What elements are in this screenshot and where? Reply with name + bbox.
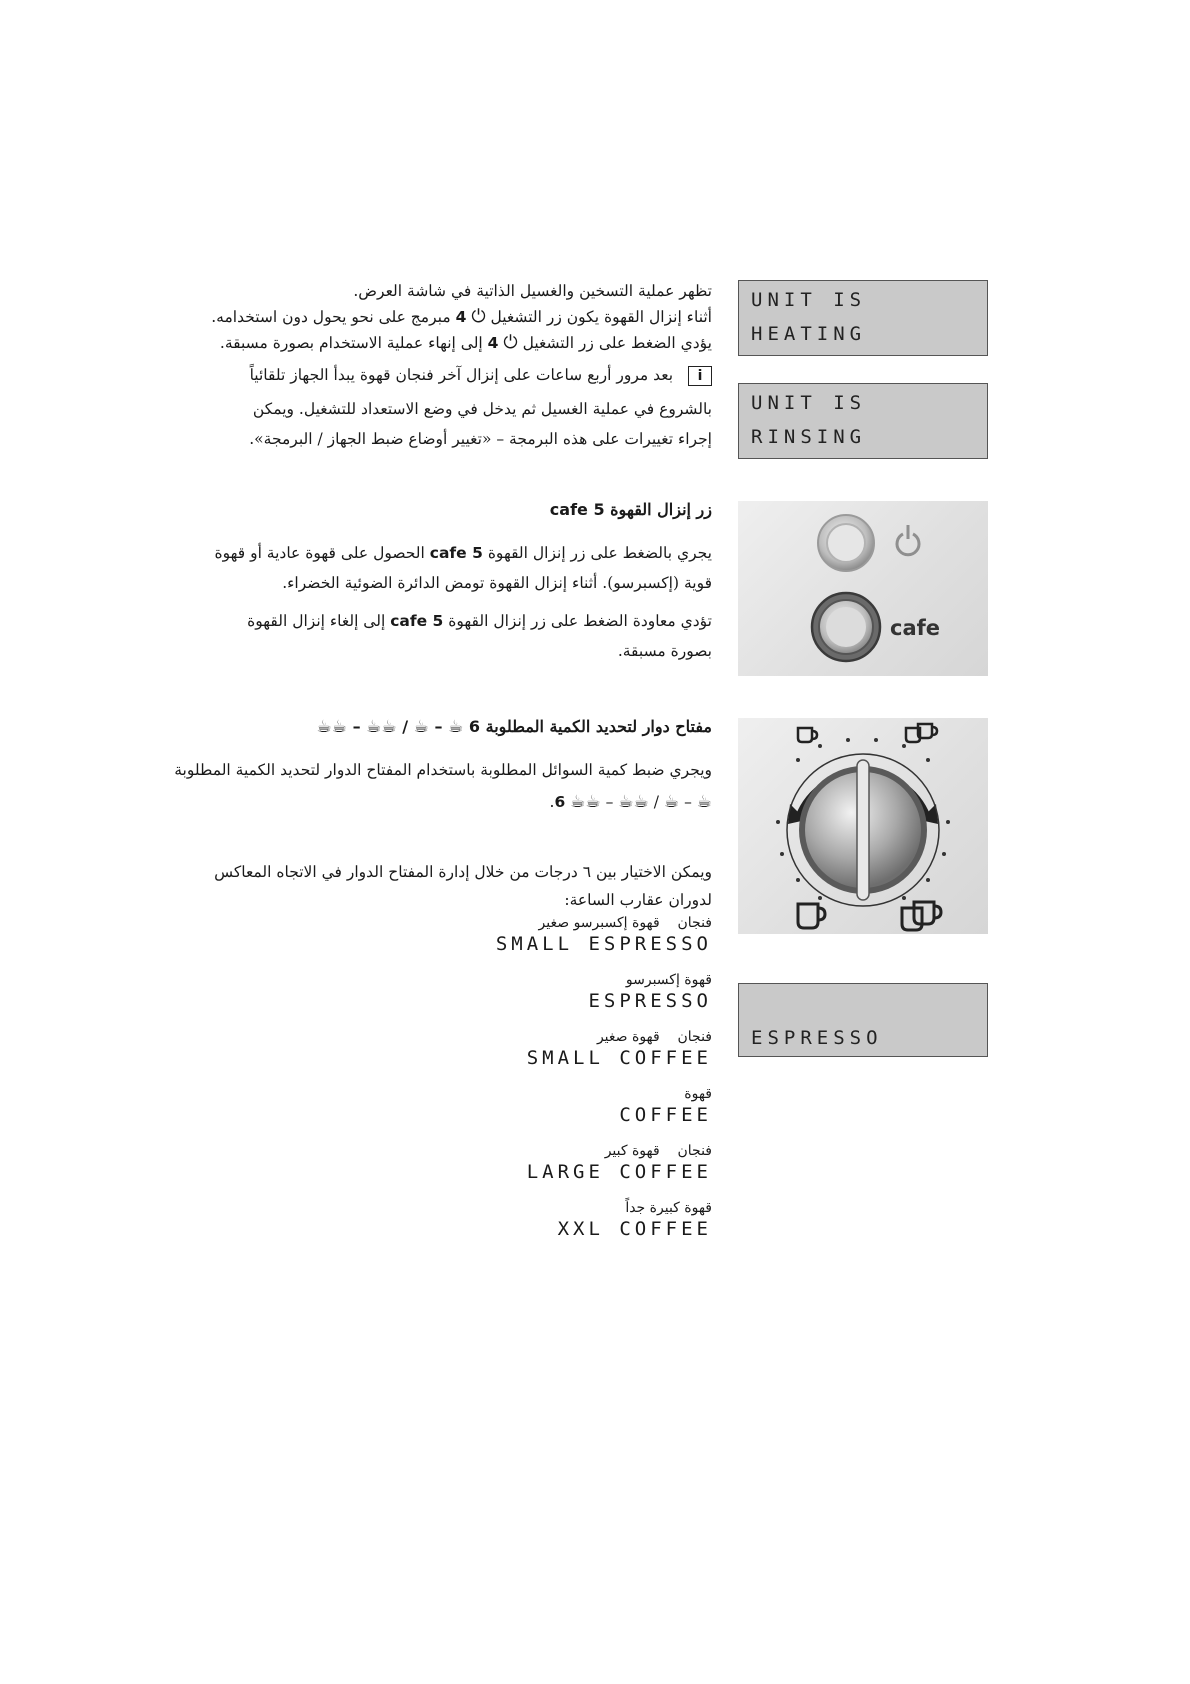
lcd-display-espresso xyxy=(738,983,988,1057)
cup-double-small-icon: ☕☕ xyxy=(316,717,348,737)
cup-icon: ☕ xyxy=(663,792,680,812)
cup-small-icon xyxy=(798,728,817,742)
option-item: فنجان قهوة صغير SMALL COFFEE xyxy=(526,1029,712,1069)
lcd-display-rinsing xyxy=(738,383,988,459)
cup-double-icon: ☕☕ xyxy=(366,717,397,737)
lcd-line: RINSING xyxy=(751,426,867,448)
dial-panel xyxy=(738,718,988,934)
power-icon xyxy=(897,525,919,555)
cup-double-small-icon xyxy=(906,724,937,742)
intro-line-1: تظهر عملية التسخين والغسيل الذاتية في شاشة العرض. xyxy=(353,282,712,300)
cafe-button-label: cafe xyxy=(890,616,940,640)
cafe-section-title: زر إنزال القهوة 5 cafe xyxy=(549,500,712,519)
cup-double-icon: ☕☕ xyxy=(618,792,649,812)
cup-small-icon: ☕ xyxy=(448,717,464,737)
lcd-line: HEATING xyxy=(751,323,867,345)
info-icon: i xyxy=(688,366,712,386)
lcd-line: UNIT IS xyxy=(751,289,867,311)
option-item: فنجان قهوة كبير LARGE COFFEE xyxy=(526,1143,712,1183)
option-item: قهوة إكسبرسو ESPRESSO xyxy=(588,972,712,1012)
cup-double-small-icon: ☕☕ xyxy=(570,792,601,812)
lcd-line: UNIT IS xyxy=(751,392,867,414)
intro-block xyxy=(152,278,712,452)
cafe-button[interactable] xyxy=(812,593,880,661)
info-line-1: i بعد مرور أربع ساعات على إنزال آخر فنجان قهوة يبدأ الجهاز تلقائياً xyxy=(152,362,712,388)
cafe-section-body: يجري بالضغط على زر إنزال القهوة 5 cafe الحصول على قهوة عادية أو قهوة قوية (إكسبرسو). أثناء إنزال القهوة تومض الدائرة الضوئية الخضراء. تؤدي معاودة الضغط على زر إنزال القهوة 5 cafe إلى إلغاء إنزال القهوة بصورة مسبقة. xyxy=(214,544,712,660)
cup-icon xyxy=(798,904,825,928)
power-icon: ⏻ xyxy=(503,332,518,353)
dial-illustration xyxy=(738,718,988,934)
lcd-line: ESPRESSO xyxy=(751,1027,883,1049)
intro-line-2: أثناء إنزال القهوة يكون زر التشغيل ⏻ 4 مبرمج على نحو يحول دون استخدامه. xyxy=(211,306,712,327)
option-item: قهوة كبيرة جداً XXL COFFEE xyxy=(557,1200,712,1240)
options-list xyxy=(312,915,712,1257)
cafe-panel-illustration xyxy=(738,501,988,676)
info-line-3: إجراء تغييرات على هذه البرمجة – «تغيير أوضاع ضبط الجهاز / البرمجة». xyxy=(249,430,712,448)
quantity-dial[interactable] xyxy=(799,760,927,900)
option-item: قهوة COFFEE xyxy=(619,1086,712,1126)
option-item: فنجان قهوة إكسبرسو صغير SMALL ESPRESSO xyxy=(495,915,712,955)
dial-section-title: مفتاح دوار لتحديد الكمية المطلوبة 6 ☕ – ☕ / ☕☕ – ☕☕ xyxy=(316,717,712,737)
cafe-button-panel xyxy=(738,501,988,676)
cup-double-icon xyxy=(902,902,941,930)
intro-line-3: يؤدي الضغط على زر التشغيل ⏻ 4 إلى إنهاء عملية الاستخدام بصورة مسبقة. xyxy=(219,332,712,353)
dial-section-body: ويجري ضبط كمية السوائل المطلوبة باستخدام المفتاح الدوار لتحديد الكمية المطلوبة ☕ – ☕ / ☕☕ – ☕☕ 6. ويمكن الاختيار بين ٦ درجات من خلال إدارة المفتاح الدوار في الاتجاه المعاكس لدوران عقارب الساعة: xyxy=(174,761,712,909)
cup-icon: ☕ xyxy=(413,717,429,737)
power-icon: ⏻ xyxy=(471,306,486,327)
cup-small-icon: ☕ xyxy=(696,792,712,812)
info-line-2: بالشروع في عملية الغسيل ثم يدخل في وضع الاستعداد للتشغيل. ويمكن xyxy=(252,400,712,418)
power-button[interactable] xyxy=(818,515,874,571)
lcd-display-heating xyxy=(738,280,988,356)
